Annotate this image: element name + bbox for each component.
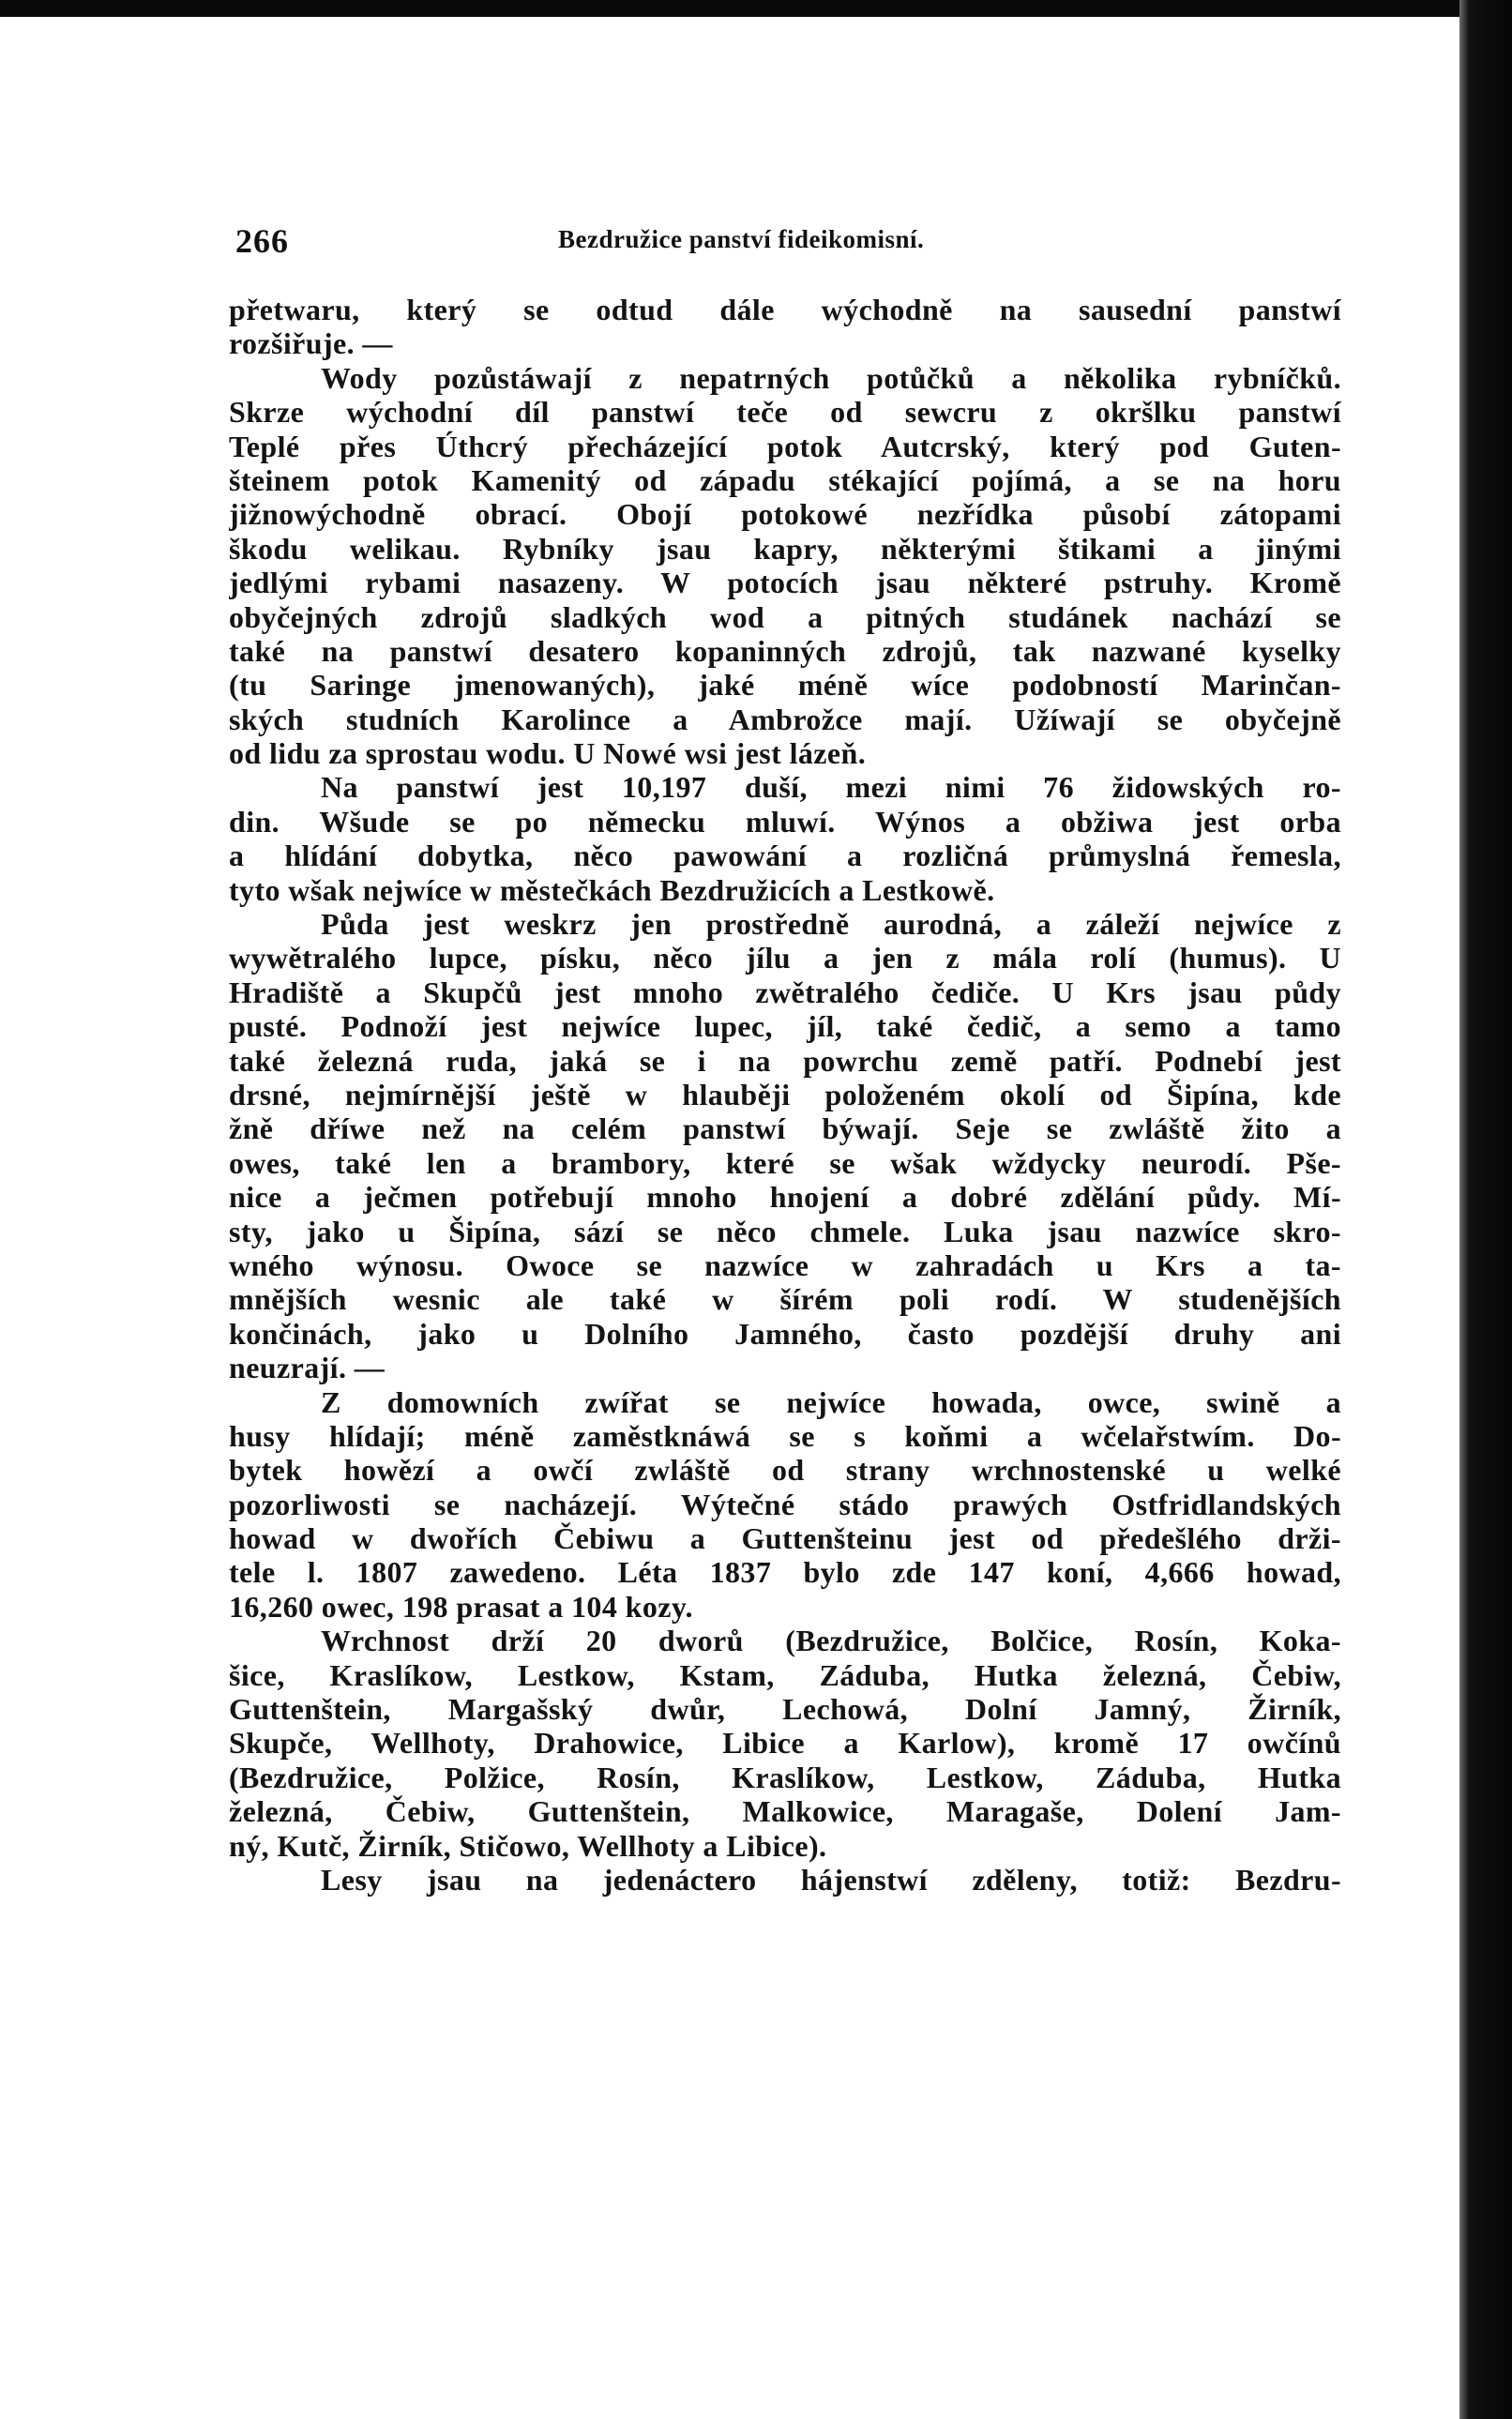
text-line: sty, jako u Šipína, sází se něco chmele. Luka jsau nazwíce skro-	[229, 1214, 1341, 1248]
text-line: Guttenštein, Margašský dwůr, Lechowá, Dolní Jamný, Žirník,	[229, 1692, 1341, 1727]
text-line: obyčejných zdrojů sladkých wod a pitných studánek nachází se	[229, 599, 1341, 634]
text-line: pusté. Podnoží jest nejwíce lupec, jíl, také čedič, a semo a tamo	[229, 1009, 1341, 1044]
text-line: Skrze wýchodní díl panstwí teče od sewcru z okršlku panstwí	[229, 395, 1341, 430]
text-line: husy hlídají; méně zaměstknáwá se s koňmi a wčelařstwím. Do-	[229, 1418, 1341, 1453]
page-header	[235, 221, 1333, 259]
text-line: ských studních Karolince a Ambrožce mají. Užíwají se obyčejně	[229, 702, 1341, 736]
text-line: jižnowýchodně obrací. Obojí potokowé nezřídka působí zátopami	[229, 497, 1341, 532]
text-line: Skupče, Wellhoty, Drahowice, Libice a Karlow), kromě 17 owčínů	[229, 1726, 1341, 1761]
running-title: Bezdružice panství fideikomisní.	[558, 225, 925, 253]
text-line: škodu welikau. Rybníky jsau kapry, některými štikami a jinými	[229, 531, 1341, 566]
text-line: jedlými rybami nasazeny. W potocích jsau některé pstruhy. Kromě	[229, 566, 1341, 600]
text-line: Na panstwí jest 10,197 duší, mezi nimi 76 židowských ro-	[321, 770, 1341, 805]
text-line: ný, Kutč, Žirník, Stičowo, Wellhoty a Libice).	[229, 1828, 827, 1863]
text-line: Wrchnost drží 20 dworů (Bezdružice, Bolčice, Rosín, Koka-	[321, 1624, 1341, 1658]
text-line: 16,260 owec, 198 prasat a 104 kozy.	[229, 1589, 693, 1624]
scan-right-border	[1459, 0, 1512, 2419]
text-line: šteinem potok Kamenitý od západu stékající pojímá, a se na horu	[229, 462, 1341, 497]
text-line: howad w dwořích Čebiwu a Guttenšteinu jest od předešlého drži-	[229, 1521, 1341, 1556]
text-line: šice, Kraslíkow, Lestkow, Kstam, Záduba, Hutka železná, Čebiw,	[229, 1657, 1341, 1692]
text-line: končinách, jako u Dolního Jamného, často pozdější druhy ani	[229, 1316, 1341, 1351]
text-line: Lesy jsau na jedenáctero hájenstwí zděleny, totiž: Bezdru-	[321, 1862, 1341, 1897]
text-line: také železná ruda, jaká se i na powrchu země patří. Podnebí jest	[229, 1043, 1341, 1078]
text-line: wného wýnosu. Owoce se nazwíce w zahradách u Krs a ta-	[229, 1247, 1341, 1282]
text-line: bytek howězí a owčí zwláště od strany wrchnostenské u welké	[229, 1453, 1341, 1488]
text-line: tele l. 1807 zawedeno. Léta 1837 bylo zde 147 koní, 4,666 howad,	[229, 1555, 1341, 1590]
text-line: železná, Čebiw, Guttenštein, Malkowice, Maragaše, Dolení Jam-	[229, 1794, 1341, 1829]
text-line: (tu Saringe jmenowaných), jaké méně wíce podobností Marinčan-	[229, 668, 1341, 703]
text-line: drsné, nejmírnější ještě w hlauběji položeném okolí od Šipína, kde	[229, 1077, 1341, 1111]
text-line: tyto wšak nejwíce w městečkách Bezdružicích a Lestkowě.	[229, 872, 995, 907]
text-line: neuzrají. —	[229, 1351, 386, 1385]
text-line: owes, také len a brambory, které se wšak wždycky neurodí. Pše-	[229, 1145, 1341, 1180]
text-line: rozšiřuje. —	[229, 326, 393, 361]
text-line: wywětralého lupce, písku, něco jílu a jen z mála rolí (humus). U	[229, 941, 1341, 975]
text-line: přetwaru, který se odtud dále wýchodně na sausední panstwí	[229, 293, 1341, 326]
scan-top-border	[0, 0, 1512, 17]
text-line: také na panstwí desatero kopaninných zdrojů, tak nazwané kyselky	[229, 633, 1341, 668]
text-line: (Bezdružice, Polžice, Rosín, Kraslíkow, Lestkow, Záduba, Hutka	[229, 1760, 1341, 1794]
text-line: od lidu za sprostau wodu. U Nowé wsi jest lázeň.	[229, 736, 867, 771]
text-line: Teplé přes Úthcrý přecházející potok Autcrský, který pod Guten-	[229, 429, 1341, 463]
text-line: pozorliwosti se nacházejí. Wýtečné stádo prawých Ostfridlandských	[229, 1487, 1341, 1521]
text-line: mnějších wesnic ale také w šírém poli rodí. W studenějších	[229, 1282, 1341, 1317]
text-line: Wody pozůstáwají z nepatrných potůčků a několika rybníčků.	[321, 360, 1341, 395]
text-line: Půda jest weskrz jen prostředně aurodná, a záleží nejwíce z	[321, 907, 1341, 942]
page-number: 266	[235, 222, 289, 260]
text-line: žně dříwe než na celém panstwí býwají. Seje se zwláště žito a	[229, 1111, 1341, 1146]
text-line: a hlídání dobytka, něco pawowání a rozličná průmyslná řemesla,	[229, 839, 1341, 873]
text-line: nice a ječmen potřebují mnoho hnojení a dobré zdělání půdy. Mí-	[229, 1180, 1341, 1215]
text-line: Hradiště a Skupčů jest mnoho zwětralého čediče. U Krs jsau půdy	[229, 975, 1341, 1009]
text-line: Z domowních zwířat se nejwíce howada, owce, swině a	[321, 1384, 1341, 1419]
body-text	[229, 293, 1341, 1897]
text-line: din. Wšude se po německu mluwí. Wýnos a obžiwa jest orba	[229, 804, 1341, 839]
